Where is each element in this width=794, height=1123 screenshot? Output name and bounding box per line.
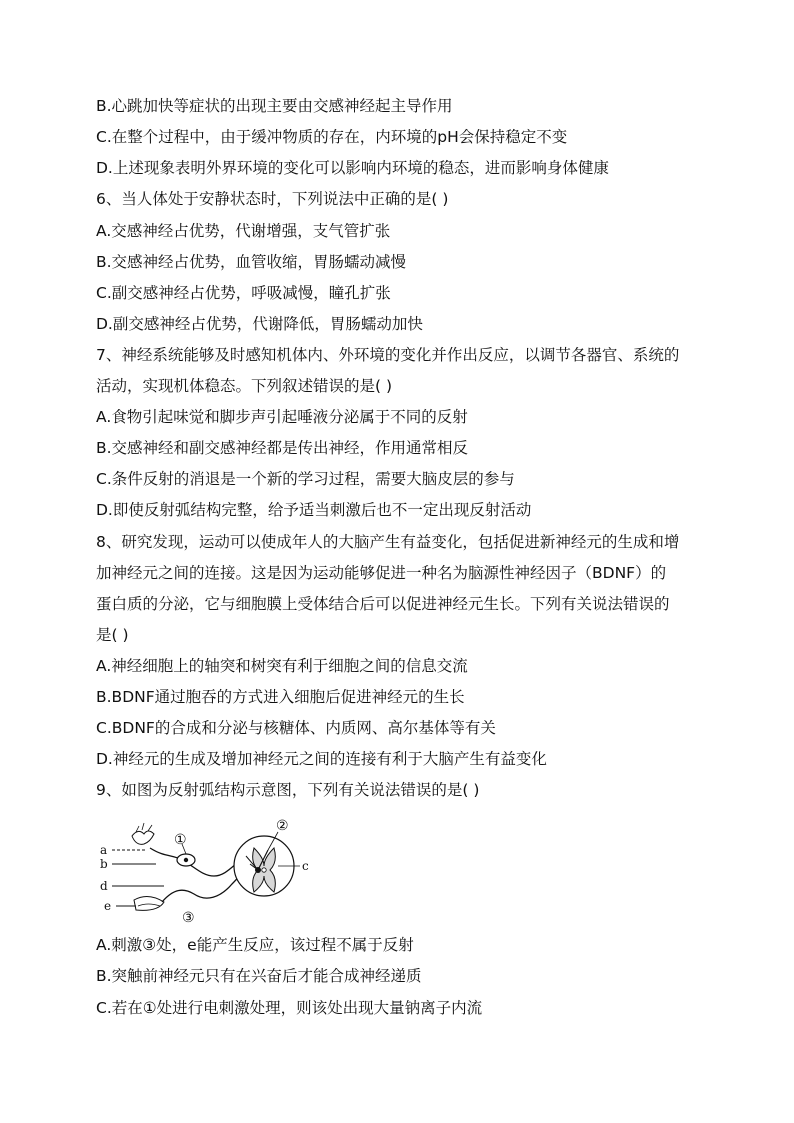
question-8-stem-line2: 加神经元之间的连接。这是因为运动能够促进一种名为脑源性神经因子（BDNF）的 bbox=[96, 564, 667, 582]
effector-muscle bbox=[134, 896, 164, 910]
option-6c: C.副交感神经占优势，呼吸减慢，瞳孔扩张 bbox=[96, 284, 391, 302]
option-6a: A.交感神经占优势，代谢增强，支气管扩张 bbox=[96, 222, 391, 240]
label-e: e bbox=[104, 899, 112, 913]
question-8-stem-line4: 是( ) bbox=[96, 626, 129, 644]
option-9b: B.突触前神经元只有在兴奋后才能合成神经递质 bbox=[96, 967, 422, 985]
option-7d: D.即使反射弧结构完整，给予适当刺激后也不一定出现反射活动 bbox=[96, 501, 532, 519]
option-6b: B.交感神经占优势，血管收缩，胃肠蠕动减慢 bbox=[96, 253, 407, 271]
option-8c: C.BDNF的合成和分泌与核糖体、内质网、高尔基体等有关 bbox=[96, 719, 496, 737]
option-7b: B.交感神经和副交感神经都是传出神经，作用通常相反 bbox=[96, 439, 469, 457]
label-circled-3: ③ bbox=[182, 910, 195, 926]
central-canal bbox=[262, 868, 266, 872]
option-9a: A.刺激③处，e能产生反应，该过程不属于反射 bbox=[96, 936, 414, 954]
question-9-stem: 9、如图为反射弧结构示意图，下列有关说法错误的是( ) bbox=[96, 781, 480, 799]
reflex-arc-figure bbox=[94, 814, 314, 926]
option-6d: D.副交感神经占优势，代谢降低，胃肠蠕动加快 bbox=[96, 315, 423, 333]
afferent-nerve bbox=[150, 848, 246, 876]
label-circled-1: ① bbox=[174, 832, 187, 848]
question-8-stem-line1: 8、研究发现，运动可以使成年人的大脑产生有益变化，包括促进新神经元的生成和增 bbox=[96, 533, 680, 551]
label-b: b bbox=[100, 857, 108, 871]
option-7a: A.食物引起味觉和脚步声引起唾液分泌属于不同的反射 bbox=[96, 408, 468, 426]
option-8d: D.神经元的生成及增加神经元之间的连接有利于大脑产生有益变化 bbox=[96, 750, 547, 768]
label-a: a bbox=[100, 843, 108, 857]
question-7-stem-line2: 活动，实现机体稳态。下列叙述错误的是( ) bbox=[96, 377, 393, 395]
option-5c: C.在整个过程中，由于缓冲物质的存在，内环境的pH会保持稳定不变 bbox=[96, 128, 568, 146]
question-6-stem: 6、当人体处于安静状态时，下列说法中正确的是( ) bbox=[96, 190, 449, 208]
option-5d: D.上述现象表明外界环境的变化可以影响内环境的稳态，进而影响身体健康 bbox=[96, 159, 609, 177]
question-8-stem-line3: 蛋白质的分泌，它与细胞膜上受体结合后可以促进神经元生长。下列有关说法错误的 bbox=[96, 595, 670, 613]
skin-receptor bbox=[132, 831, 154, 844]
question-7-stem-line1: 7、神经系统能够及时感知机体内、外环境的变化并作出反应，以调节各器官、系统的 bbox=[96, 346, 680, 364]
option-5b: B.心跳加快等症状的出现主要由交感神经起主导作用 bbox=[96, 97, 453, 115]
option-7c: C.条件反射的消退是一个新的学习过程，需要大脑皮层的参与 bbox=[96, 470, 515, 488]
option-8a: A.神经细胞上的轴突和树突有利于细胞之间的信息交流 bbox=[96, 657, 468, 675]
option-8b: B.BDNF通过胞吞的方式进入细胞后促进神经元的生长 bbox=[96, 688, 465, 706]
label-d: d bbox=[100, 879, 108, 893]
reflex-arc-diagram bbox=[94, 814, 314, 926]
label-circled-2: ② bbox=[276, 818, 289, 834]
label-c: c bbox=[302, 859, 309, 873]
option-9c: C.若在①处进行电刺激处理，则该处出现大量钠离子内流 bbox=[96, 999, 483, 1017]
